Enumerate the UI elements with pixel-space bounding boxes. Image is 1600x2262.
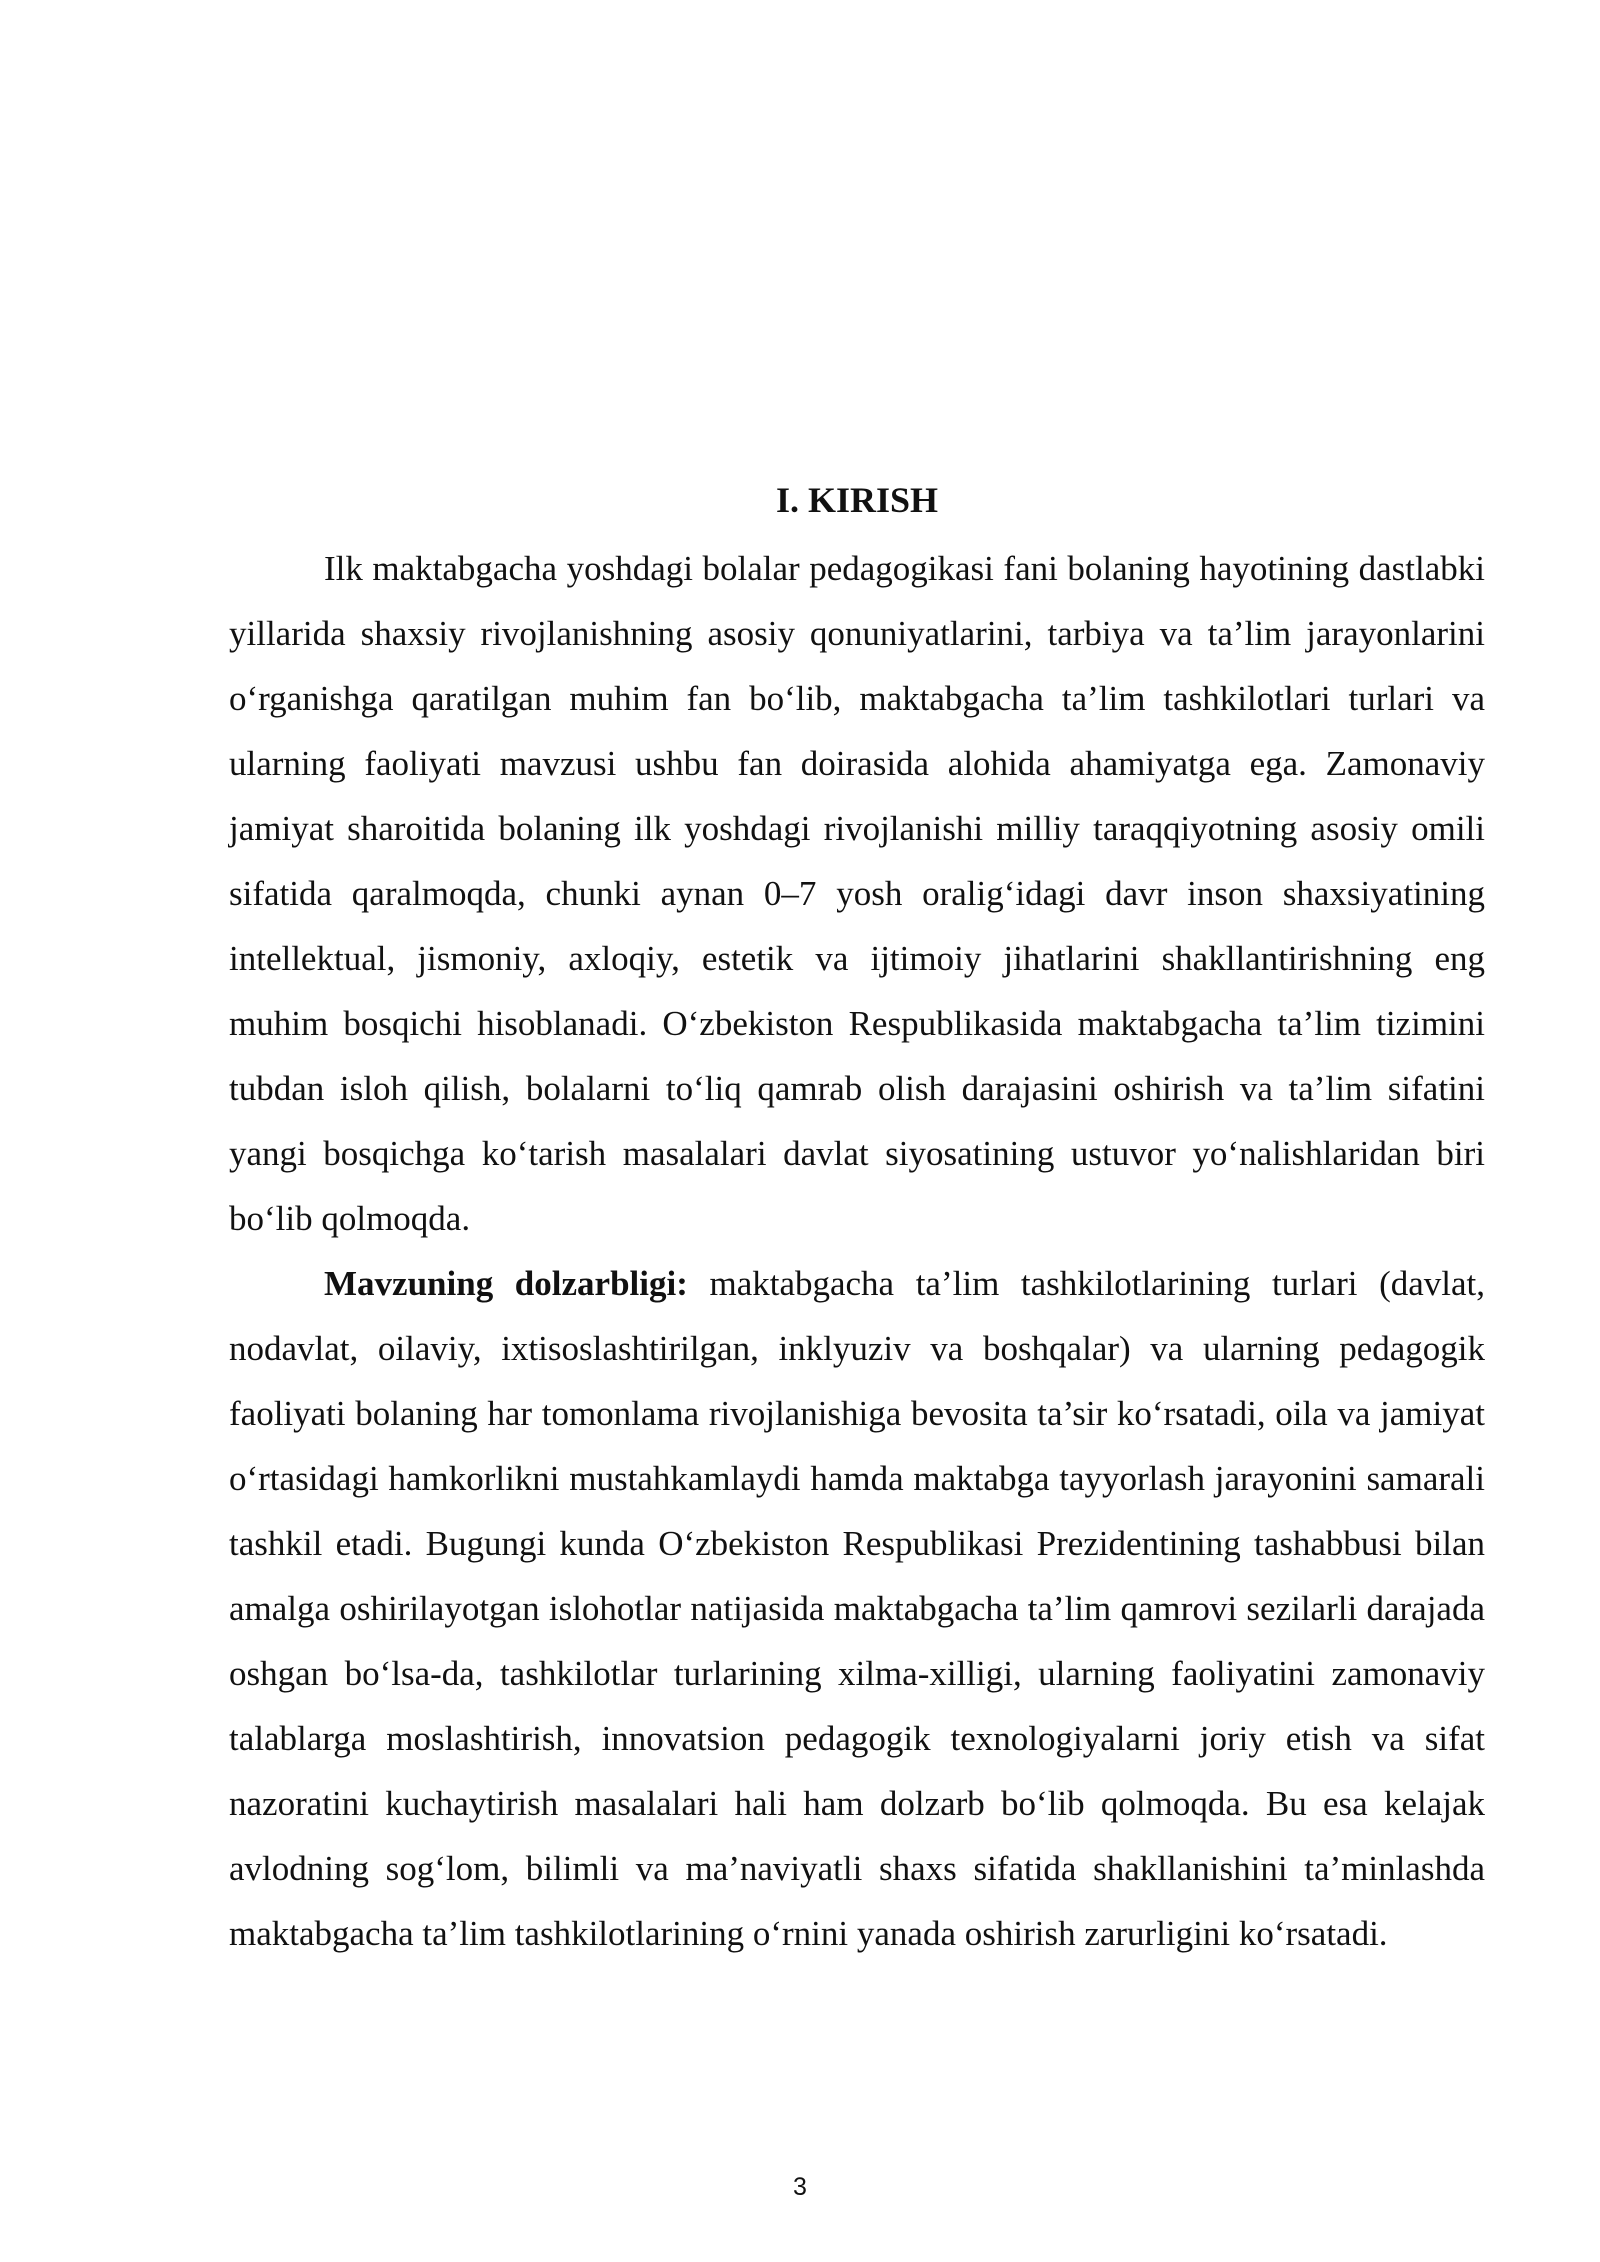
relevance-body: maktabgacha ta’lim tashkilotlarining turlari (davlat, nodavlat, oilaviy, ixtisoslashtirilgan, inklyuziv va boshqalar) va ularning pedagogik faoliyati bolaning har tomonlama rivojlanishiga bevosita ta’sir ko‘rsatadi, oila va jamiyat o‘rtasidagi hamkorlikni mustahkamlaydi hamda maktabga tayyorlash jarayonini samarali tashkil etadi. Bugungi kunda O‘zbekiston Respublikasi Prezidentining tashabbusi bilan amalga oshirilayotgan islohotlar natijasida maktabgacha ta’lim qamrovi sezilarli darajada oshgan bo‘lsa-da, tashkilotlar turlarining xilma-xilligi, ularning faoliyatini zamonaviy talablarga moslashtirish, innovatsion pedagogik texnologiyalarni joriy etish va sifat nazoratini kuchaytirish masalalari hali ham dolzarb bo‘lib qolmoqda. Bu esa kelajak avlodning sog‘lom, bilimli va ma’naviyatli shaxs sifatida shakllanishini ta’minlashda maktabgacha ta’lim tashkilotlarining o‘rnini yanada oshirish zarurligini ko‘rsatadi.: [229, 1264, 1485, 1953]
section-heading: I. KIRISH: [775, 480, 939, 520]
intro-paragraph: Ilk maktabgacha yoshdagi bolalar pedagogikasi fani bolaning hayotining dastlabki yillarida shaxsiy rivojlanishning asosiy qonuniyatlarini, tarbiya va ta’lim jarayonlarini o‘rganishga qaratilgan muhim fan bo‘lib, maktabgacha ta’lim tashkilotlari turlari va ularning faoliyati mavzusi ushbu fan doirasida alohida ahamiyatga ega. Zamonaviy jamiyat sharoitida bolaning ilk yoshdagi rivojlanishi milliy taraqqiyotning asosiy omili sifatida qaralmoqda, chunki aynan 0–7 yosh oralig‘idagi davr inson shaxsiyatining intellektual, jismoniy, axloqiy, estetik va ijtimoiy jihatlarini shakllantirishning eng muhim bosqichi hisoblanadi. O‘zbekiston Respublikasida maktabgacha ta’lim tizimini tubdan isloh qilish, bolalarni to‘liq qamrab olish darajasini oshirish va ta’lim sifatini yangi bosqichga ko‘tarish masalalari davlat siyosatining ustuvor yo‘nalishlaridan biri bo‘lib qolmoqda.: [229, 549, 1485, 1238]
page-content: [229, 470, 1485, 1966]
relevance-paragraph: [229, 1251, 1485, 1966]
page-number: 3: [793, 2173, 807, 2201]
relevance-lead: Mavzuning dolzarbligi:: [324, 1264, 688, 1303]
